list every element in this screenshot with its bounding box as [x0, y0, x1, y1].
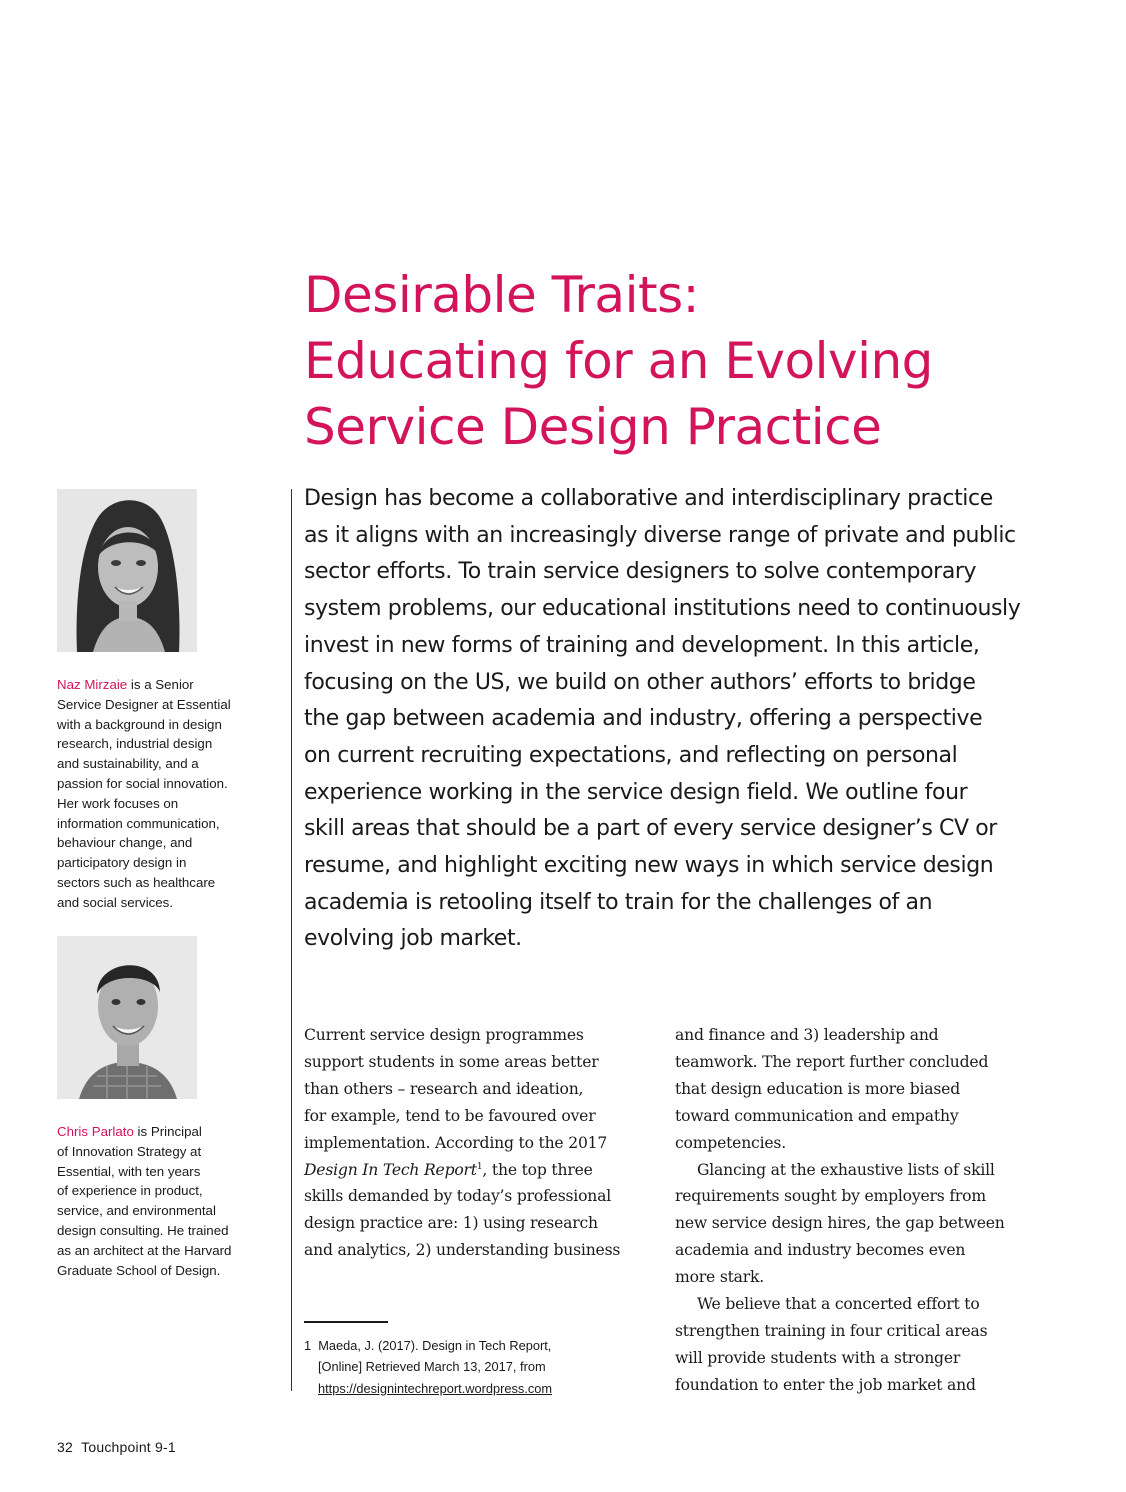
body-column-1 [304, 1022, 649, 1264]
body-line: strengthen training in four critical areas [675, 1321, 988, 1340]
body-line: toward communication and empathy [675, 1106, 959, 1125]
bio-line: of experience in product, [57, 1183, 203, 1199]
intro-line: resume, and highlight exciting new ways in which service design [304, 853, 994, 879]
bio-line: participatory design in [57, 855, 187, 871]
page-footer [57, 1439, 176, 1455]
body-line: teamwork. The report further concluded [675, 1052, 989, 1071]
title-line: Educating for an Evolving [304, 332, 933, 390]
body-line: that design education is more biased [675, 1079, 960, 1098]
body-line: foundation to enter the job market and [675, 1375, 976, 1394]
author-bio-chris-parlato: Chris Parlato is Principal of Innovation Strategy at Essential, with ten years of experience in product, service, and environmental design consulting. He trained as an architect at the Harvard Graduate School of Design. [57, 1122, 272, 1280]
footnote [304, 1335, 634, 1399]
intro-line: on current recruiting expectations, and reflecting on personal [304, 742, 958, 768]
intro-line: Design has become a collaborative and interdisciplinary practice [304, 486, 993, 511]
intro-line: the gap between academia and industry, offering a perspective [304, 706, 983, 732]
bio-line: Graduate School of Design. [57, 1262, 221, 1278]
intro-line: academia is retooling itself to train for the challenges of an [304, 889, 933, 915]
intro-line: experience working in the service design field. We outline four [304, 779, 968, 805]
bio-line: and social services. [57, 894, 174, 910]
bio-line: service, and environmental [57, 1203, 216, 1219]
title-line: Service Design Practice [304, 398, 882, 456]
footnote-text: Maeda, J. (2017). Design in Tech Report, [318, 1338, 552, 1353]
body-line: than others – research and ideation, [304, 1079, 584, 1098]
bio-line: with a background in design [57, 716, 222, 732]
bio-line: research, industrial design [57, 736, 213, 752]
page-number: 32 [57, 1439, 73, 1455]
body-line: requirements sought by employers from [675, 1187, 986, 1206]
bio-line: as an architect at the Harvard [57, 1242, 232, 1258]
body-line: design practice are: 1) using research [304, 1214, 598, 1233]
footnote-link[interactable]: https://designintechreport.wordpress.com [318, 1380, 553, 1396]
body-line: and finance and 3) leadership and [675, 1026, 939, 1044]
intro-line: focusing on the US, we build on other authors’ efforts to bridge [304, 669, 976, 695]
body-line: and analytics, 2) understanding business [304, 1241, 621, 1260]
article-intro [304, 481, 1044, 958]
body-line: more stark. [675, 1268, 765, 1287]
intro-line: skill areas that should be a part of every service designer’s CV or [304, 816, 997, 842]
body-line: competencies. [675, 1133, 786, 1152]
bio-line: design consulting. He trained [57, 1222, 229, 1238]
body-line: Current service design programmes [304, 1026, 584, 1044]
body-line: implementation. According to the 2017 [304, 1133, 608, 1152]
body-line: academia and industry becomes even [675, 1241, 966, 1260]
report-title: Design In Tech Report [304, 1160, 477, 1179]
body-line: new service design hires, the gap between [675, 1214, 1005, 1233]
footnote-text: [Online] Retrieved March 13, 2017, from [318, 1359, 546, 1375]
body-line: will provide students with a stronger [675, 1348, 961, 1367]
author-name: Chris Parlato [57, 1124, 134, 1139]
bio-line: passion for social innovation. [57, 775, 228, 791]
bio-line: information communication, [57, 815, 220, 831]
vertical-rule [291, 489, 292, 1391]
intro-line: sector efforts. To train service designers to solve contemporary [304, 559, 977, 585]
intro-line: evolving job market. [304, 926, 522, 952]
bio-line: Her work focuses on [57, 795, 179, 811]
bio-line: behaviour change, and [57, 835, 193, 851]
body-line: skills demanded by today’s professional [304, 1187, 611, 1206]
author-photo-chris-parlato [57, 936, 197, 1099]
publication-name: Touchpoint 9-1 [81, 1439, 176, 1455]
bio-line: and sustainability, and a [57, 756, 199, 772]
body-line: for example, tend to be favoured over [304, 1106, 596, 1125]
bio-line: Service Designer at Essential [57, 696, 231, 712]
bio-line: Essential, with ten years [57, 1163, 201, 1179]
bio-line: of Innovation Strategy at [57, 1143, 202, 1159]
body-line: We believe that a concerted effort to [697, 1295, 980, 1314]
body-line: support students in some areas better [304, 1052, 599, 1071]
body-line: Design In Tech Report$^1$, the top three [304, 1160, 593, 1179]
author-photo-naz-mirzaie [57, 489, 197, 652]
body-line: Glancing at the exhaustive lists of skill [697, 1160, 995, 1179]
footnote-ref[interactable]: 1 [476, 1161, 483, 1172]
author-bio-naz-mirzaie: Naz Mirzaie is a Senior Service Designer at Essential with a background in design research, industrial design and sustainability, and a passion for social innovation. Her work focuses on information communication, behaviour change, and participatory design in sectors such as healthcare and social services. [57, 675, 272, 913]
intro-line: invest in new forms of training and development. In this article, [304, 632, 980, 658]
body-column-2 [675, 1022, 1020, 1399]
article-title [304, 262, 1084, 460]
footnote-divider [304, 1321, 388, 1323]
intro-line: system problems, our educational institutions need to continuously [304, 596, 1021, 622]
title-line: Desirable Traits: [304, 266, 699, 324]
bio-line: sectors such as healthcare [57, 874, 216, 890]
footnote-number: 1 [304, 1338, 312, 1353]
intro-line: as it aligns with an increasingly diverse range of private and public [304, 522, 1016, 548]
author-name: Naz Mirzaie [57, 677, 128, 692]
